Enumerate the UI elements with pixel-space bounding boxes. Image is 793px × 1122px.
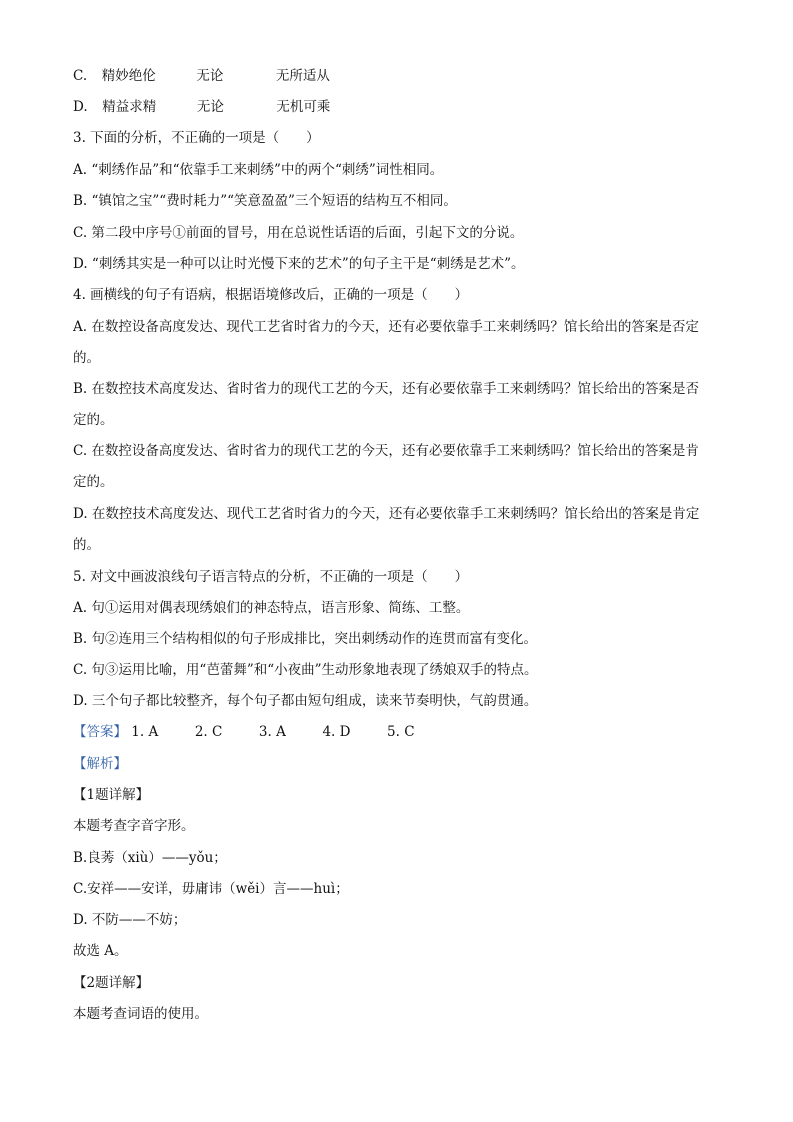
q4-option-d: D. 在数控技术高度发达、现代工艺省时省力的今天，还有必要依靠手工来刺绣吗？馆长给出的答案是肯定	[73, 506, 700, 522]
q4-option-a-cont: 的。	[73, 350, 100, 366]
answer-1: 1. A	[131, 724, 159, 740]
q5-option-b: B. 句②连用三个结构相似的句子形成排比，突出刺绣动作的连贯而富有变化。	[73, 631, 538, 647]
q4-option-a: A. 在数控设备高度发达、现代工艺省时省力的今天，还有必要依靠手工来刺绣吗？馆长给出的答案是否定	[73, 319, 699, 335]
question-3: 3. 下面的分析，不正确的一项是（ ）	[73, 130, 320, 146]
q3-option-d: D. “刺绣其实是一种可以让时光慢下来的艺术”的句子主干是“刺绣是艺术”。	[73, 256, 525, 272]
option-word-2: 无论	[196, 99, 224, 115]
q1-detail-b: B.良莠（xiù）——yǒu；	[73, 850, 227, 866]
q1-detail-c: C.安祥——安详，毋庸讳（wěi）言——huì；	[73, 881, 349, 897]
q5-option-a: A. 句①运用对偶表现绣娘们的神态特点，语言形象、简练、工整。	[73, 600, 470, 616]
q2-detail-heading: 【2题详解】	[73, 975, 150, 991]
q1-detail-heading: 【1题详解】	[73, 787, 150, 803]
option-word-2: 无论	[196, 68, 224, 84]
option-word-1: 精益求精	[102, 99, 157, 115]
q3-option-c: C. 第二段中序号①前面的冒号，用在总说性话语的后面，引起下文的分说。	[73, 225, 524, 241]
answer-5: 5. C	[387, 724, 415, 740]
q3-option-b: B. “镇馆之宝”“费时耗力”“笑意盈盈”三个短语的结构互不相同。	[73, 193, 457, 209]
question-4: 4. 画横线的句子有语病，根据语境修改后，正确的一项是（ ）	[73, 287, 469, 303]
q1-detail-intro: 本题考查字音字形。	[73, 818, 195, 834]
analysis-heading: 【解析】	[73, 756, 127, 772]
q1-conclusion: 故选 A。	[73, 943, 128, 959]
q4-option-b: B. 在数控技术高度发达、省时省力的现代工艺的今天，还有必要依靠手工来刺绣吗？馆长给出的答案是否	[73, 381, 700, 397]
q2-detail-intro: 本题考查词语的使用。	[73, 1006, 208, 1022]
answer-4: 4. D	[322, 724, 351, 740]
q1-detail-d: D. 不防——不妨；	[73, 912, 187, 928]
option-label: C.	[73, 68, 88, 84]
option-word-3: 无所适从	[275, 68, 330, 84]
q4-option-c-cont: 定的。	[73, 474, 114, 490]
answer-row	[73, 723, 723, 741]
answer-2: 2. C	[194, 724, 223, 740]
option-label: D.	[73, 99, 88, 115]
option-c-row	[73, 67, 723, 85]
q4-option-b-cont: 定的。	[73, 412, 114, 428]
option-d-row	[73, 98, 723, 116]
q3-option-a: A. “刺绣作品”和“依靠手工来刺绣”中的两个“刺绣”词性相同。	[73, 162, 444, 178]
option-word-3: 无机可乘	[276, 99, 331, 115]
q5-option-c: C. 句③运用比喻，用“芭蕾舞”和“小夜曲”生动形象地表现了绣娘双手的特点。	[73, 662, 538, 678]
option-word-1: 精妙绝伦	[101, 68, 156, 84]
q5-option-d: D. 三个句子都比较整齐，每个句子都由短句组成，读来节奏明快，气韵贯通。	[73, 693, 538, 709]
q4-option-c: C. 在数控设备高度发达、省时省力的现代工艺的今天，还有必要依靠手工来刺绣吗？馆长给出的答案是肯	[73, 443, 699, 459]
question-5: 5. 对文中画波浪线句子语言特点的分析，不正确的一项是（ ）	[73, 569, 469, 585]
q4-option-d-cont: 的。	[73, 537, 100, 553]
answer-tag: 【答案】	[73, 724, 127, 740]
answer-3: 3. A	[258, 724, 286, 740]
